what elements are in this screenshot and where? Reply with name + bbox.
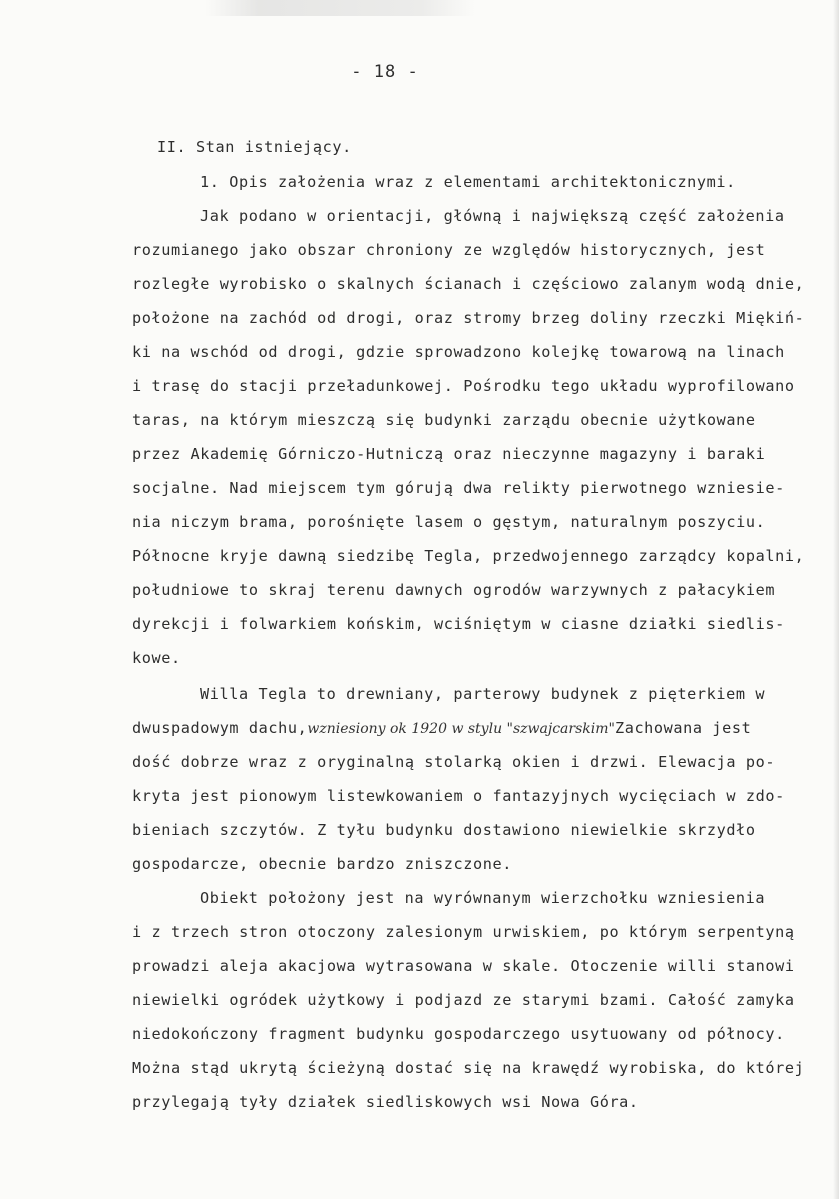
paragraph-2-line: gospodarcze, obecnie bardzo zniszczone. (132, 855, 513, 873)
scan-edge-shadow (833, 0, 839, 1199)
paragraph-1-line: południowe to skraj terenu dawnych ogrodów warzywnych z pałacykiem (132, 581, 776, 599)
paragraph-1-line: nia niczym brama, porośnięte lasem o gęstym, naturalnym poszyciu. (132, 513, 766, 531)
paragraph-1-line: kowe. (132, 649, 181, 667)
paragraph-1-line: rozległe wyrobisko o skalnych ścianach i częściowo zalanym wodą dnie, (132, 275, 805, 293)
paragraph-3-line: prowadzi aleja akacjowa wytrasowana w skale. Otoczenie willi stanowi (132, 957, 795, 975)
scan-smudge (205, 0, 475, 16)
paragraph-2-line: bieniach szczytów. Z tyłu budynku dostawiono niewielkie skrzydło (132, 821, 756, 839)
paragraph-3-line: przylegają tyły działek siedliskowych wsi Nowa Góra. (132, 1093, 639, 1111)
handwritten-insertion: wzniesiony ok 1920 w stylu "szwajcarskim" (307, 721, 615, 737)
section-heading: II. Stan istniejący. (157, 138, 352, 156)
paragraph-1-line: Północne kryje dawną siedzibę Tegla, przedwojennego zarządcy kopalni, (132, 547, 805, 565)
paragraph-3-line: Obiekt położony jest na wyrównanym wierzchołku wzniesienia (200, 889, 766, 907)
paragraph-1-line: przez Akademię Górniczo-Hutniczą oraz nieczynne magazyny i baraki (132, 445, 766, 463)
paragraph-3-line: Można stąd ukrytą ścieżyną dostać się na krawędź wyrobiska, do której (132, 1059, 805, 1077)
paragraph-1-line: socjalne. Nad miejscem tym górują dwa relikty pierwotnego wzniesie- (132, 479, 785, 497)
paragraph-2-line: Willa Tegla to drewniany, parterowy budynek z pięterkiem w (200, 685, 766, 703)
paragraph-2-line: dość dobrze wraz z oryginalną stolarką okien i drzwi. Elewacja po- (132, 753, 776, 771)
paragraph-3-line: i z trzech stron otoczony zalesionym urwiskiem, po którym serpentyną (132, 923, 795, 941)
paragraph-1-line: Jak podano w orientacji, główną i największą część założenia (200, 207, 785, 225)
paragraph-1-line: rozumianego jako obszar chroniony ze względów historycznych, jest (132, 241, 766, 259)
paragraph-2-line-end: Zachowana jest (614, 719, 752, 737)
paragraph-2-line-start: dwuspadowym dachu, (132, 719, 308, 737)
paragraph-2-line (132, 718, 751, 739)
paragraph-1-line: ki na wschód od drogi, gdzie sprowadzono kolejkę towarową na linach (132, 343, 785, 361)
subsection-heading: 1. Opis założenia wraz z elementami architektonicznymi. (200, 173, 736, 191)
paragraph-2-line: kryta jest pionowym listewkowaniem o fantazyjnych wycięciach w zdo- (132, 787, 785, 805)
paragraph-1-line: i trasę do stacji przeładunkowej. Pośrodku tego układu wyprofilowano (132, 377, 795, 395)
paragraph-1-line: dyrekcji i folwarkiem końskim, wciśniętym w ciasne działki siedlis- (132, 615, 785, 633)
paragraph-1-line: taras, na którym mieszczą się budynki zarządu obecnie użytkowane (132, 411, 756, 429)
paragraph-1-line: położone na zachód od drogi, oraz stromy brzeg doliny rzeczki Miękiń- (132, 309, 805, 327)
paragraph-3-line: niewielki ogródek użytkowy i podjazd ze starymi bzami. Całość zamyka (132, 991, 795, 1009)
page-number: - 18 - (351, 62, 419, 82)
paragraph-3-line: niedokończony fragment budynku gospodarczego usytuowany od północy. (132, 1025, 785, 1043)
